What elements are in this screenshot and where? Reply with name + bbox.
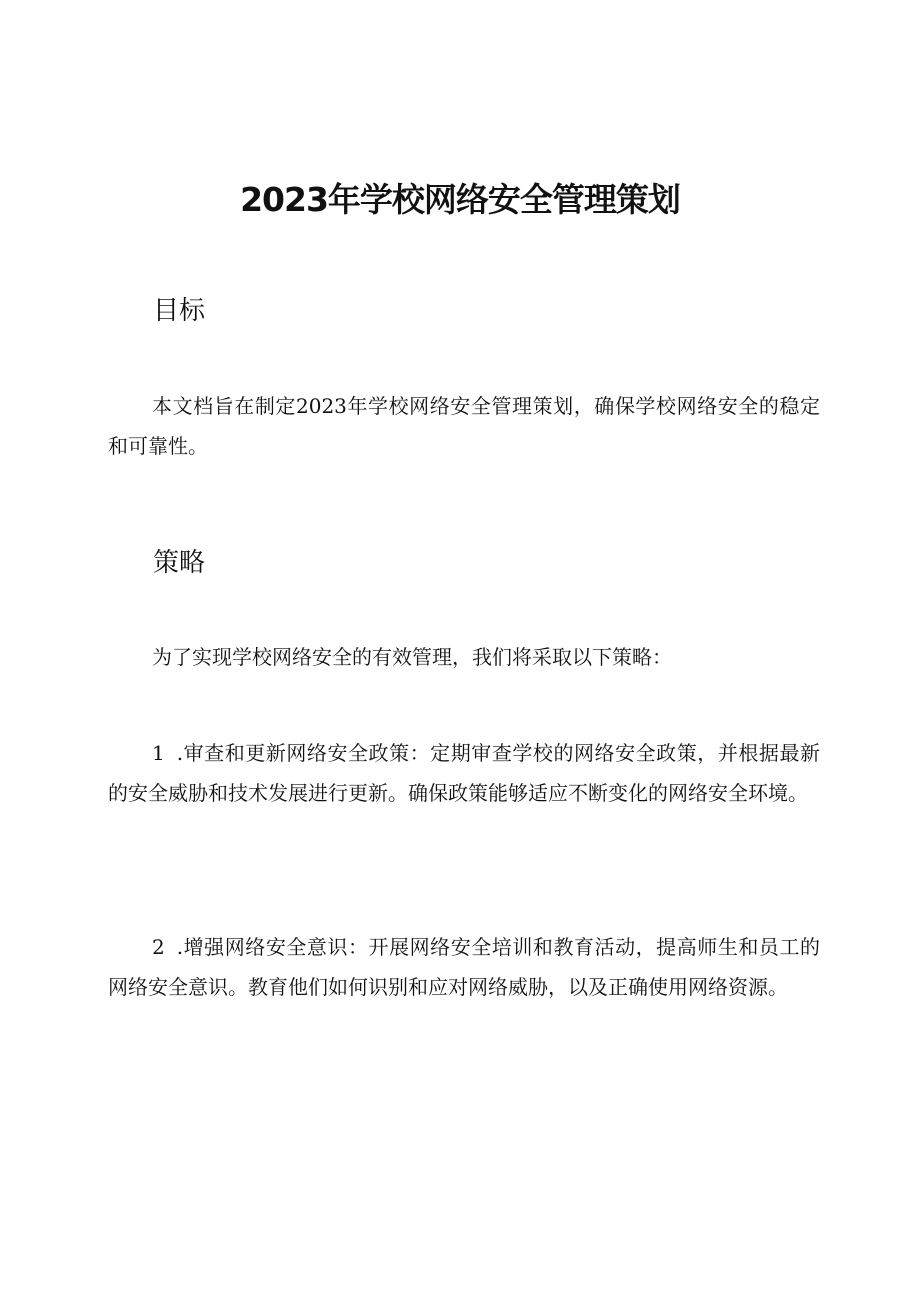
section-heading-strategy: 策略 <box>153 548 206 578</box>
strategy-item-1-text: .审查和更新网络安全政策：定期审查学校的网络安全政策，并根据最新的安全威胁和技术发展进行更新。确保政策能够适应不断变化的网络安全环境。 <box>108 741 820 805</box>
document-title: 2023年学校网络安全管理策划 <box>240 180 680 219</box>
strategy-item-1-number: 1 <box>152 741 165 765</box>
section-heading-goal: 目标 <box>153 296 206 326</box>
strategy-item-1 <box>108 733 820 813</box>
goal-paragraph: 本文档旨在制定2023年学校网络安全管理策划，确保学校网络安全的稳定和可靠性。 <box>108 394 820 458</box>
strategy-item-2 <box>108 927 820 1007</box>
strategy-intro-paragraph: 为了实现学校网络安全的有效管理，我们将采取以下策略： <box>152 645 672 669</box>
strategy-item-2-text: .增强网络安全意识：开展网络安全培训和教育活动，提高师生和员工的网络安全意识。教育他们如何识别和应对网络威胁，以及正确使用网络资源。 <box>108 935 820 999</box>
strategy-item-2-number: 2 <box>152 935 165 959</box>
